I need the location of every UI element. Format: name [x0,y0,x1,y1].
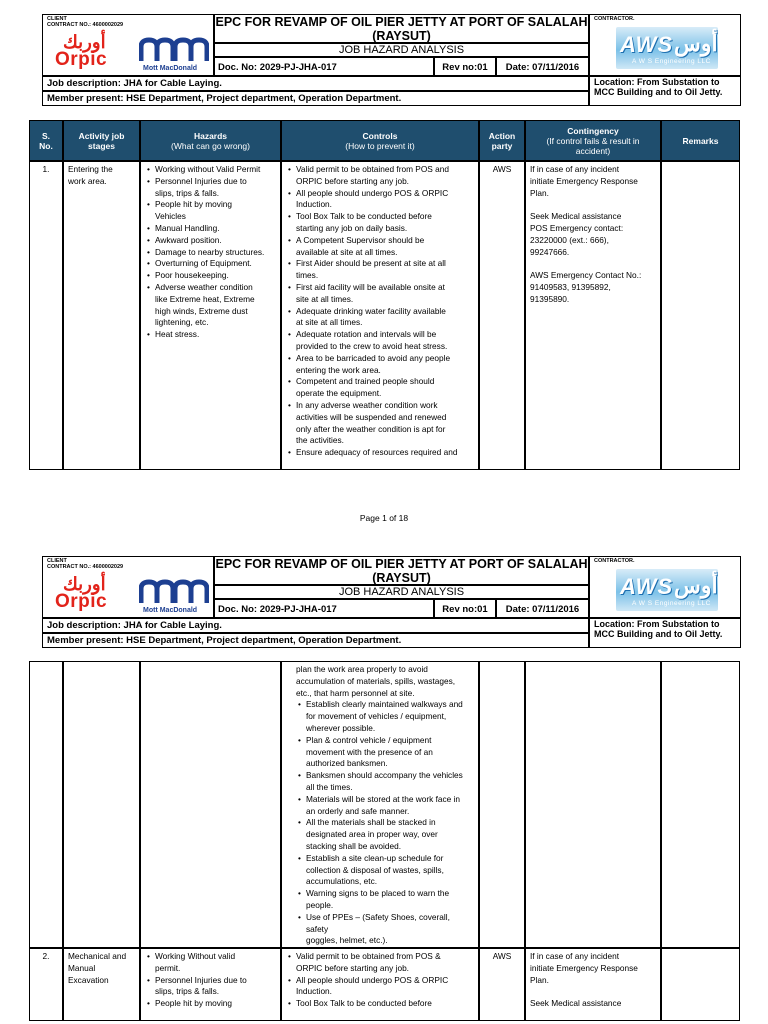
row1-action-party: AWS [479,161,525,470]
list-item-line: • Adequate drinking water facility available [296,305,446,316]
client-logo-cell [42,556,214,618]
column-header-controls: Controls (How to prevent it) [281,120,479,161]
list-item [155,164,276,176]
list-item-line: • Personnel Injuries due to [155,175,247,186]
contract-number: CONTRACT NO.: 4600002029 [47,22,124,28]
orpic-arabic-logo: أوربك [63,32,106,52]
list-item-line: ORPIC before starting any job. [296,962,409,973]
list-item [296,258,474,282]
jha-title-cell [214,585,589,599]
list-item-line: • Valid permit to be obtained from POS and [296,164,449,174]
list-item-line: • Warning signs to be placed to warn the [306,888,450,899]
list-item-line: the activities. [296,435,344,446]
list-item-line: entering the work area. [296,364,381,375]
doc-number: Doc. No: 2029-PJ-JHA-017 [214,57,434,76]
list-item-line: Induction. [296,986,332,997]
list-item-line: • All people should undergo POS & ORPIC [296,187,449,198]
list-item [155,199,276,223]
text-line: work area. [68,175,107,186]
list-item-line: • Ensure adequacy of resources required and [296,447,458,458]
list-item-line: • Area to be barricaded to avoid any people [296,352,451,363]
list-item-line: • Establish a site clean-up schedule for [306,852,444,863]
text-line: If in case of any incident [530,951,620,961]
text-line: Entering the [68,164,113,174]
text-line: Seek Medical assistance [530,211,622,222]
list-item-line: • Heat stress. [155,329,200,340]
mott-macdonald-name: Mott MacDonald [143,65,198,72]
list-item [306,853,474,888]
aws-logo-arabic: أوس [674,31,718,56]
list-item-line: lightening, etc. [155,317,209,328]
job-description: Job description: JHA for Cable Laying. [42,76,589,91]
column-header-remarks: Remarks [661,120,740,161]
list-item-line: • Adequate rotation and intervals will be [296,329,437,340]
text-line: initiate Emergency Response [530,962,638,973]
text-line [530,199,656,211]
list-item-line: • Banksmen should accompany the vehicles [306,770,463,781]
row1-cont-sno [29,661,63,948]
jha-title: JOB HAZARD ANALYSIS [338,44,465,56]
list-item-line: • Tool Box Talk to be conducted before [296,211,432,222]
list-item-line: only after the weather condition is apt for [296,423,446,434]
text-line: Manual [68,962,96,973]
row1-cont-action-party [479,661,525,948]
column-header-activity: Activity job stages [63,120,140,161]
aws-logo [616,27,718,69]
controls-list [286,164,474,459]
hazards-list [145,951,276,1010]
aws-logo-english: AWS [620,574,674,599]
controls-list [296,699,474,947]
contractor-logo-cell [589,556,741,618]
list-item-line: high winds, Extreme dust [155,305,248,316]
list-item-line: • People hit by moving [155,998,233,1009]
row2-contingency [525,948,661,1021]
list-item [306,794,474,818]
aws-logo [616,569,718,611]
list-item-line: people. [306,899,334,910]
list-item-line: • Personnel Injuries due to [155,974,247,985]
project-title: EPC FOR REVAMP OF OIL PIER JETTY AT PORT OF SALALAH [215,15,588,29]
project-title-cell [214,556,589,585]
list-item [296,329,474,353]
list-item-line: accumulations, etc. [306,876,378,887]
list-item [306,699,474,734]
members-present: Member present: HSE Department, Project department, Operation Department. [42,91,589,106]
text-line [530,258,656,270]
project-title-location: (RAYSUT) [372,29,431,43]
row1-controls [281,161,479,470]
text-line: Excavation [68,974,109,985]
aws-logo-subtitle: A W S Engineering LLC [632,600,711,607]
list-item [155,223,276,235]
list-item-line: wherever possible. [306,722,376,733]
list-item-line: for movement of vehicles / equipment, [306,711,447,722]
list-item [155,176,276,200]
aws-logo-arabic: أوس [674,573,718,598]
orpic-logo: Orpic [55,49,108,70]
text-line: initiate Emergency Response [530,175,638,186]
jha-title-cell [214,43,589,57]
list-item-line: • People hit by moving [155,199,233,210]
list-item [296,353,474,377]
list-item-line: site at all times. [296,293,354,304]
hazards-list [145,164,276,341]
list-item-line: goggles, helmet, etc.). [306,935,388,946]
jha-title: JOB HAZARD ANALYSIS [338,586,465,598]
list-item-line: designated area in proper way, over [306,829,438,840]
list-item [155,329,276,341]
list-item-line: like Extreme heat, Extreme [155,293,255,304]
text-line: POS Emergency contact: [530,222,624,233]
page-number: Page 1 of 18 [359,513,409,523]
list-item [296,188,474,212]
project-title-cell [214,14,589,43]
list-item-line: • Use of PPEs – (Safety Shoes, coverall, safety [306,911,450,934]
text-line: Seek Medical assistance [530,998,622,1009]
text-line [530,986,656,998]
list-item-line: • Tool Box Talk to be conducted before [296,998,432,1009]
list-item-line: operate the equipment. [296,388,382,399]
row1-contingency [525,161,661,470]
text-line: 23220000 (ext.: 666), [530,234,609,245]
list-item-line: • Poor housekeeping. [155,270,229,281]
mott-macdonald-logo-icon [139,37,209,63]
list-item-line: activities will be suspended and renewed [296,411,447,422]
list-item-line: • First Aider should be present at site at all [296,258,446,269]
revision-number: Rev no:01 [434,57,496,76]
list-item [155,951,276,975]
list-item [155,247,276,259]
list-item [296,376,474,400]
list-item-line: an orderly and safe manner. [306,805,410,816]
client-label: CLIENT [47,558,67,564]
list-item-line: stacking shall be avoided. [306,840,402,851]
client-logo-cell [42,14,214,76]
list-item-line: • A Competent Supervisor should be [296,234,425,245]
row1-cont-controls [281,661,479,948]
list-item-line: authorized banksmen. [306,758,388,769]
document-date: Date: 07/11/2016 [496,599,589,618]
list-item-line: • Working without Valid Permit [155,164,261,174]
list-item [296,164,474,188]
row2-hazards [140,948,281,1021]
list-item-line: starting any job on daily basis. [296,222,408,233]
list-item [296,998,474,1010]
list-item-line: • Awkward position. [155,234,222,245]
list-item [306,817,474,852]
text-line: plan the work area properly to avoid [296,664,428,674]
list-item [296,235,474,259]
list-item [296,975,474,999]
list-item-line: • First aid facility will be available onsite at [296,281,445,292]
text-line: AWS Emergency Contact No.: [530,270,642,281]
list-item-line: • All the materials shall be stacked in [306,817,436,828]
list-item [155,258,276,270]
list-item-line: slips, trips & falls. [155,986,220,997]
list-item-line: available at site at all times. [296,246,398,257]
controls-list [286,951,474,1010]
row1-remarks [661,161,740,470]
list-item-line: collection & disposal of wastes, spills, [306,864,444,875]
list-item [306,912,474,947]
row2-sno: 2. [29,948,63,1021]
job-location: Location: From Substation to MCC Building and to Oil Jetty. [589,76,741,106]
project-title-location: (RAYSUT) [372,571,431,585]
list-item [155,282,276,329]
list-item-line: • Plan & control vehicle / equipment [306,734,432,745]
list-item-line: ORPIC before starting any job. [296,175,409,186]
orpic-logo: Orpic [55,591,108,612]
column-header-action-party: Action party [479,120,525,161]
contract-number: CONTRACT NO.: 4600002029 [47,564,124,570]
text-line: etc., that harm personnel at site. [296,687,415,698]
members-present: Member present: HSE Department, Project department, Operation Department. [42,633,589,648]
list-item-line: slips, trips & falls. [155,187,220,198]
list-item [296,447,474,459]
row1-activity [63,161,140,470]
list-item [296,951,474,975]
document-date: Date: 07/11/2016 [496,57,589,76]
list-item [306,888,474,912]
list-item-line: • Valid permit to be obtained from POS & [296,951,441,961]
column-header-hazards: Hazards (What can go wrong) [140,120,281,161]
aws-logo-subtitle: A W S Engineering LLC [632,58,711,65]
text-line: If in case of any incident [530,164,620,174]
list-item-line: • Materials will be stored at the work face in [306,793,461,804]
list-item-line: permit. [155,962,181,973]
list-item-line: Induction. [296,199,332,210]
row2-controls [281,948,479,1021]
list-item [155,235,276,247]
list-item-line: • In any adverse weather condition work [296,399,438,410]
row1-hazards [140,161,281,470]
text-line: 91395890. [530,293,570,304]
text-line: 99247666. [530,246,570,257]
list-item-line: • Competent and trained people should [296,376,435,387]
list-item [296,282,474,306]
list-item [306,770,474,794]
list-item-line: • All people should undergo POS & ORPIC [296,974,449,985]
list-item [155,270,276,282]
client-label: CLIENT [47,16,67,22]
text-line: Plan. [530,187,549,198]
job-description: Job description: JHA for Cable Laying. [42,618,589,633]
list-item [306,735,474,770]
list-item-line: • Working Without valid [155,951,236,961]
text-line: Plan. [530,974,549,985]
row1-cont-hazards [140,661,281,948]
list-item [296,211,474,235]
list-item-line: all the times. [306,781,353,792]
list-item-line: Vehicles [155,211,186,222]
list-item-line: • Manual Handling. [155,222,220,233]
text-line: 91409583, 91395892, [530,281,611,292]
list-item-line: movement with the presence of an [306,746,433,757]
list-item-line: provided to the crew to avoid heat stress. [296,340,448,351]
list-item-line: • Adverse weather condition [155,281,253,292]
column-header-contingency: Contingency (If control fails & result in accident) [525,120,661,161]
list-item [296,306,474,330]
row2-action-party: AWS [479,948,525,1021]
list-item-line: • Damage to nearby structures. [155,246,265,257]
orpic-arabic-logo: أوربك [63,574,106,594]
mott-macdonald-name: Mott MacDonald [143,607,198,614]
list-item-line: • Overturning of Equipment. [155,258,252,269]
row2-remarks [661,948,740,1021]
list-item [155,998,276,1010]
list-item-line: at site at all times. [296,317,363,328]
row1-cont-remarks [661,661,740,948]
revision-number: Rev no:01 [434,599,496,618]
list-item [296,400,474,447]
column-header-sno: S. No. [29,120,63,161]
doc-number: Doc. No: 2029-PJ-JHA-017 [214,599,434,618]
mott-macdonald-logo-icon [139,579,209,605]
list-item [155,975,276,999]
contractor-label: CONTRACTOR. [594,16,635,22]
contractor-logo-cell [589,14,741,76]
list-item-line: • Establish clearly maintained walkways and [306,699,463,710]
contractor-label: CONTRACTOR. [594,558,635,564]
row1-cont-activity [63,661,140,948]
row1-cont-contingency [525,661,661,948]
text-line: accumulation of materials, spills, wastages, [296,675,456,686]
row1-sno: 1. [29,161,63,470]
text-line: Mechanical and [68,951,127,961]
project-title: EPC FOR REVAMP OF OIL PIER JETTY AT PORT OF SALALAH [215,557,588,571]
list-item-line: times. [296,270,319,281]
job-location: Location: From Substation to MCC Building and to Oil Jetty. [589,618,741,648]
row2-activity [63,948,140,1021]
aws-logo-english: AWS [620,32,674,57]
